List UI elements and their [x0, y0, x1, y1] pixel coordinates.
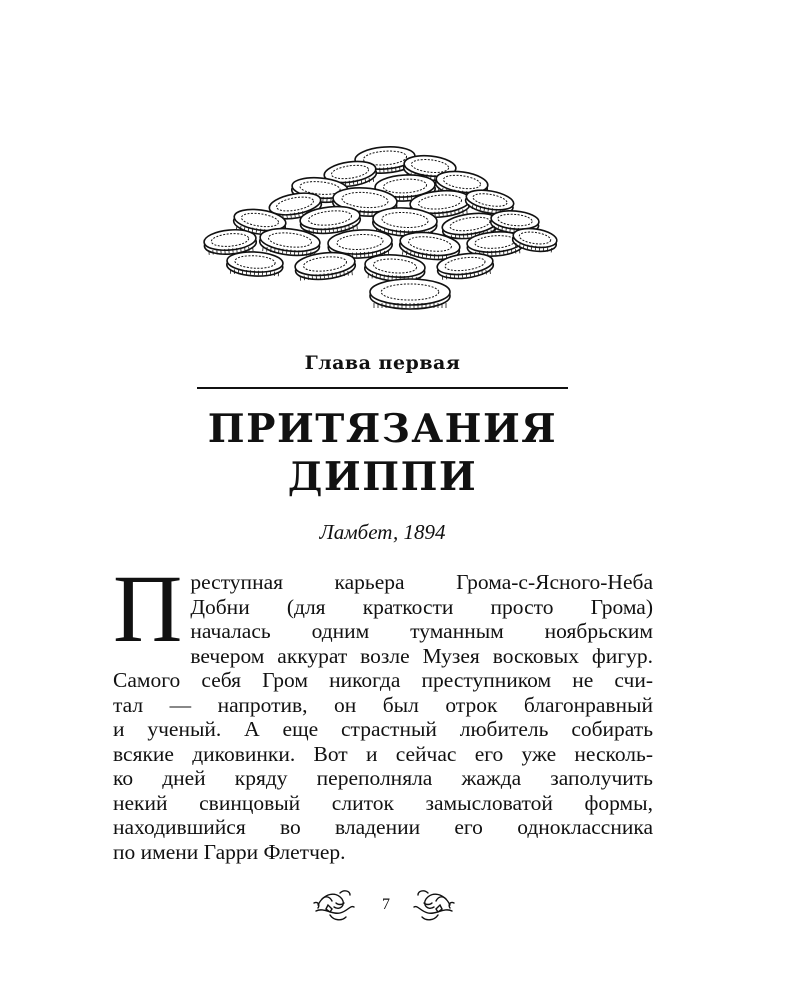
page-number: 7 — [382, 896, 390, 913]
body-line: находившийся во владении его одноклассника — [113, 815, 653, 839]
title-divider — [197, 387, 568, 389]
body-line: всякие диковинки. Вот и сейчас его уже несколь- — [113, 741, 653, 766]
chapter-title-line-1: ПРИТЯЗАНИЯ — [207, 406, 558, 452]
coin — [370, 279, 450, 309]
chapter-title — [0, 405, 765, 501]
body-line: Самого себя Гром никогда преступником не счи- — [113, 668, 653, 692]
body-line: началась одним туманным ноябрьским — [190, 619, 653, 643]
body-line: и ученый. А еще страстный любитель собирать — [113, 717, 653, 741]
body-line: вечером аккурат возле Музея восковых фигур. — [190, 643, 653, 668]
coin — [226, 251, 283, 278]
body-line: ко дней кряду переполняла жажда заполучить — [113, 766, 653, 790]
body-paragraph — [113, 555, 653, 864]
floral-ornament-icon — [408, 885, 458, 925]
body-line: Добни (для краткости просто Грома) — [190, 594, 653, 619]
drop-cap: П — [113, 555, 183, 662]
coin-pile-icon — [200, 138, 560, 313]
body-line: тал — напротив, он был отрок благонравный — [113, 692, 653, 717]
floral-ornament-icon — [310, 885, 360, 925]
chapter-label: Глава первая — [304, 352, 461, 374]
body-line: некий свинцовый слиток замысловатой формы, — [113, 790, 653, 815]
body-line: по имени Гарри Флетчер. — [113, 839, 346, 864]
chapter-title-line-2: ДИППИ — [287, 454, 478, 500]
body-line: реступная карьера Грома-с-Ясного-Неба — [190, 570, 653, 594]
chapter-subtitle: Ламбет, 1894 — [319, 520, 446, 544]
